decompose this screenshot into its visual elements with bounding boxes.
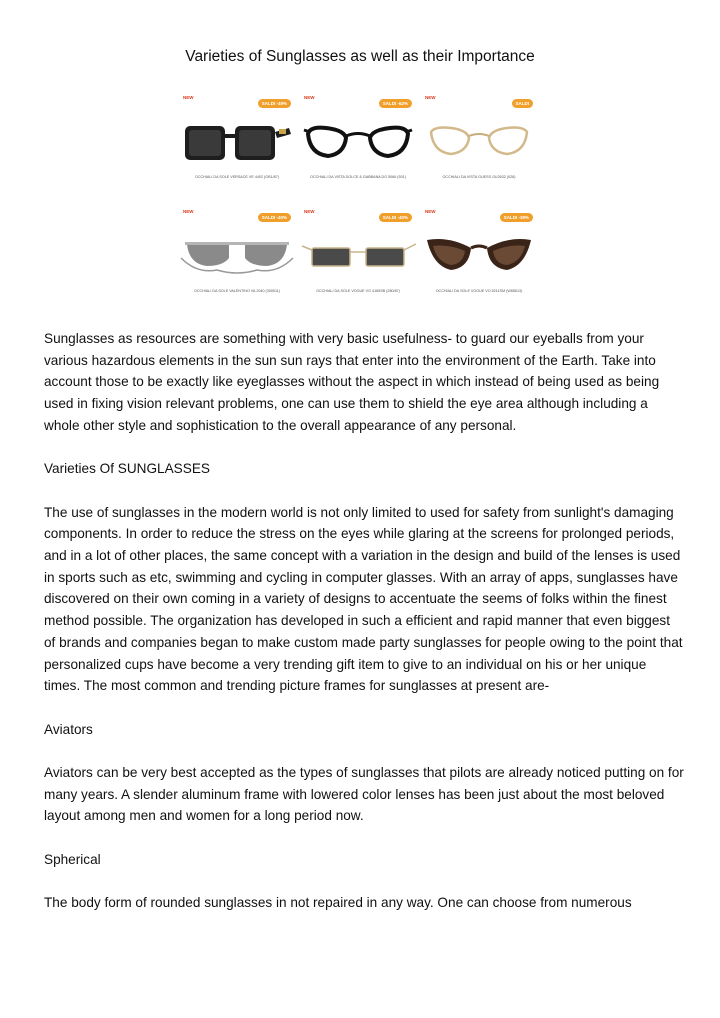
section-heading: Varieties Of SUNGLASSES xyxy=(44,461,210,477)
sale-badge: SALDI -62% xyxy=(379,99,412,108)
new-tag: NEW xyxy=(304,209,315,214)
section-heading: Spherical xyxy=(44,851,101,867)
product-image-grid xyxy=(177,90,539,308)
product-card xyxy=(177,90,297,194)
rectangular-sunglasses-image xyxy=(298,218,418,284)
body-paragraph: Aviators can be very best accepted as the types of sunglasses that pilots are already noticed putting on for many years. A slender aluminum frame with lowered color lenses has been just about the most beloved layout among men and women for a long period now. xyxy=(44,765,684,824)
new-tag: NEW xyxy=(425,95,436,100)
sale-badge: SALDI -49% xyxy=(258,99,291,108)
product-caption: OCCHIALI DA SOLE VALENTINO VA 2040 (300511) xyxy=(193,289,281,293)
article-body xyxy=(44,328,684,936)
new-tag: NEW xyxy=(183,209,194,214)
product-caption: OCCHIALI DA SOLE VOGUE VO 4165SB (280/87) xyxy=(316,289,400,293)
cateye-eyeglasses-image xyxy=(298,104,418,170)
document-title: Varieties of Sunglasses as well as their Importance xyxy=(185,48,535,65)
product-card xyxy=(298,204,418,308)
body-paragraph: The body form of rounded sunglasses in not repaired in any way. One can choose from numerous xyxy=(44,895,632,911)
gold-frame-eyeglasses-image xyxy=(419,104,539,170)
square-sunglasses-image xyxy=(177,104,297,170)
product-card xyxy=(419,204,539,308)
product-caption: OCCHIALI DA SOLE VERSACE VE 4402 (GB1/87) xyxy=(194,175,280,179)
sale-badge: SALDI xyxy=(512,99,534,108)
sale-badge: SALDI -40% xyxy=(258,213,291,222)
product-caption: OCCHIALI DA VISTA GUESS GU2632 (028) xyxy=(442,175,516,179)
sale-badge: SALDI -39% xyxy=(500,213,533,222)
sale-badge: SALDI -40% xyxy=(379,213,412,222)
new-tag: NEW xyxy=(304,95,315,100)
new-tag: NEW xyxy=(183,95,194,100)
intro-paragraph: Sunglasses as resources are something with very basic usefulness- to guard our eyeballs from your various hazardous elements in the sun sun rays that enter into the environment of the Earth. Take into account those to be exactly like eyeglasses without the aspect in which instead of being used as being used in fixing vision relevant problems, one can use them to shield the eye area although including a whole other style and sophistication to the overall appearance of any personal. xyxy=(44,331,660,433)
rimless-sunglasses-image xyxy=(177,218,297,284)
product-card xyxy=(177,204,297,308)
new-tag: NEW xyxy=(425,209,436,214)
body-paragraph: The use of sunglasses in the modern world is not only limited to used for safety from sunlight's damaging components. In order to reduce the stress on the eyes while glaring at the screens for prolonged periods, and in a lot of other places, the same concept with a variation in the design and build of the lenses is used in sports such as etc, swimming and cycling in computer glasses. With an array of apps, sunglasses have discovered on their own coming in a variety of designs to accentuate the seems of folks within the finest method possible. The organization has developed in such a efficient and rapid manner that even biggest of brands and companies began to make custom made party sunglasses for people owing to the point that personalized cups have become a very trending gift item to give to an individual on his or her unique times. The most common and trending picture frames for sunglasses at present are- xyxy=(44,504,683,694)
product-card xyxy=(298,90,418,194)
section-heading: Aviators xyxy=(44,721,93,737)
product-card xyxy=(419,90,539,194)
product-caption: OCCHIALI DA SOLE VOGUE VO 5211SM (W65613) xyxy=(435,289,523,293)
tortoise-cateye-sunglasses-image xyxy=(419,218,539,284)
product-caption: OCCHIALI DA VISTA DOLCE & GABBANA DG 5066 (501) xyxy=(310,175,406,179)
